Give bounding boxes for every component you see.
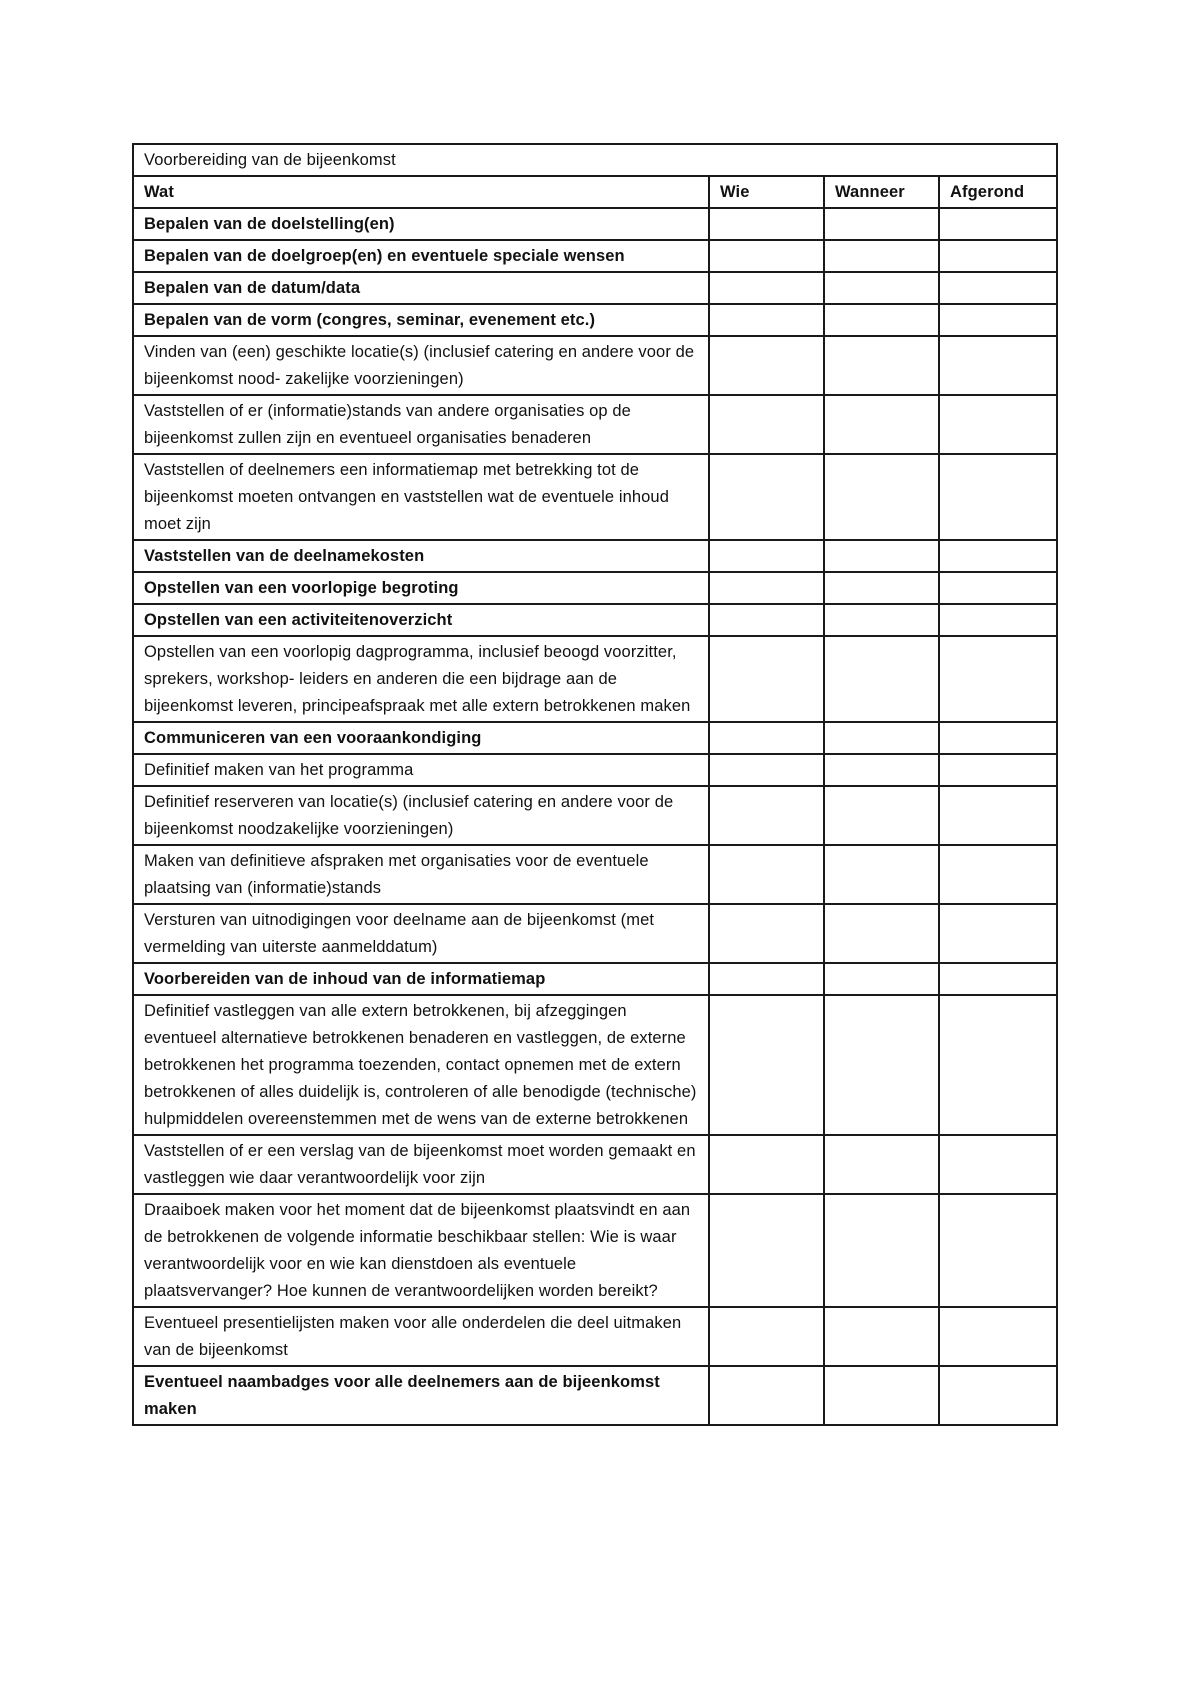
task-description: Versturen van uitnodigingen voor deelname aan de bijeenkomst (met vermelding van uiterste aanmelddatum) <box>133 904 709 963</box>
task-description: Opstellen van een activiteitenoverzicht <box>133 604 709 636</box>
task-description: Vaststellen of er (informatie)stands van andere organisaties op de bijeenkomst zullen zijn en eventueel organisaties benaderen <box>133 395 709 454</box>
task-wie-cell <box>709 995 824 1135</box>
task-description: Opstellen van een voorlopige begroting <box>133 572 709 604</box>
task-wie-cell <box>709 1194 824 1307</box>
task-wanneer-cell <box>824 1366 939 1425</box>
table-row <box>133 272 1057 304</box>
table-row <box>133 1194 1057 1307</box>
task-wie-cell <box>709 604 824 636</box>
task-afgerond-cell <box>939 304 1057 336</box>
task-afgerond-cell <box>939 963 1057 995</box>
task-wie-cell <box>709 572 824 604</box>
task-wanneer-cell <box>824 454 939 540</box>
task-wie-cell <box>709 722 824 754</box>
table-row <box>133 754 1057 786</box>
task-wanneer-cell <box>824 786 939 845</box>
checklist-body <box>133 144 1057 1425</box>
task-wanneer-cell <box>824 754 939 786</box>
task-wanneer-cell <box>824 636 939 722</box>
task-wanneer-cell <box>824 240 939 272</box>
table-row <box>133 904 1057 963</box>
task-wie-cell <box>709 845 824 904</box>
table-row <box>133 1307 1057 1366</box>
preparation-checklist-table <box>132 143 1058 1426</box>
table-row <box>133 304 1057 336</box>
task-wie-cell <box>709 454 824 540</box>
task-wanneer-cell <box>824 845 939 904</box>
table-row <box>133 845 1057 904</box>
table-row <box>133 1135 1057 1194</box>
task-wanneer-cell <box>824 995 939 1135</box>
task-description: Vinden van (een) geschikte locatie(s) (inclusief catering en andere voor de bijeenkomst nood- zakelijke voorzieningen) <box>133 336 709 395</box>
task-description: Bepalen van de doelstelling(en) <box>133 208 709 240</box>
task-afgerond-cell <box>939 786 1057 845</box>
task-wie-cell <box>709 1366 824 1425</box>
task-afgerond-cell <box>939 336 1057 395</box>
task-wie-cell <box>709 240 824 272</box>
task-description: Draaiboek maken voor het moment dat de bijeenkomst plaatsvindt en aan de betrokkenen de volgende informatie beschikbaar stellen: Wie is waar verantwoordelijk voor en wie kan dienstdoen als eventuele plaatsvervanger? Hoe kunnen de verantwoordelijken worden bereikt? <box>133 1194 709 1307</box>
task-wanneer-cell <box>824 304 939 336</box>
task-afgerond-cell <box>939 1307 1057 1366</box>
task-wie-cell <box>709 208 824 240</box>
task-description: Maken van definitieve afspraken met organisaties voor de eventuele plaatsing van (informatie)stands <box>133 845 709 904</box>
task-afgerond-cell <box>939 845 1057 904</box>
task-afgerond-cell <box>939 454 1057 540</box>
task-wie-cell <box>709 786 824 845</box>
task-description: Bepalen van de doelgroep(en) en eventuele speciale wensen <box>133 240 709 272</box>
task-wanneer-cell <box>824 722 939 754</box>
task-afgerond-cell <box>939 540 1057 572</box>
section-title: Voorbereiding van de bijeenkomst <box>133 144 1057 176</box>
task-wanneer-cell <box>824 336 939 395</box>
table-row <box>133 786 1057 845</box>
table-row <box>133 540 1057 572</box>
task-afgerond-cell <box>939 754 1057 786</box>
table-row <box>133 604 1057 636</box>
task-wanneer-cell <box>824 963 939 995</box>
column-header-afgerond: Afgerond <box>939 176 1057 208</box>
table-row <box>133 995 1057 1135</box>
column-header-wanneer: Wanneer <box>824 176 939 208</box>
task-wanneer-cell <box>824 572 939 604</box>
table-row <box>133 572 1057 604</box>
table-row <box>133 240 1057 272</box>
task-wie-cell <box>709 1135 824 1194</box>
task-wanneer-cell <box>824 604 939 636</box>
task-description: Bepalen van de vorm (congres, seminar, evenement etc.) <box>133 304 709 336</box>
task-afgerond-cell <box>939 272 1057 304</box>
task-wanneer-cell <box>824 395 939 454</box>
task-afgerond-cell <box>939 240 1057 272</box>
task-wanneer-cell <box>824 272 939 304</box>
task-afgerond-cell <box>939 1366 1057 1425</box>
task-wie-cell <box>709 336 824 395</box>
task-description: Opstellen van een voorlopig dagprogramma, inclusief beoogd voorzitter, sprekers, workshop- leiders en anderen die een bijdrage aan de bijeenkomst leveren, principeafspraak met alle extern betrokkenen maken <box>133 636 709 722</box>
task-description: Definitief vastleggen van alle extern betrokkenen, bij afzeggingen eventueel alternatieve betrokkenen benaderen en vastleggen, de externe betrokkenen het programma toezenden, contact opnemen met de extern betrokkenen of alles duidelijk is, controleren of alle benodigde (technische) hulpmiddelen overeenstemmen met de wens van de externe betrokkenen <box>133 995 709 1135</box>
task-description: Voorbereiden van de inhoud van de informatiemap <box>133 963 709 995</box>
task-afgerond-cell <box>939 722 1057 754</box>
task-description: Vaststellen of er een verslag van de bijeenkomst moet worden gemaakt en vastleggen wie daar verantwoordelijk voor zijn <box>133 1135 709 1194</box>
column-header-wat: Wat <box>133 176 709 208</box>
task-wanneer-cell <box>824 1194 939 1307</box>
task-wanneer-cell <box>824 904 939 963</box>
task-wanneer-cell <box>824 1135 939 1194</box>
table-row <box>133 454 1057 540</box>
task-description: Eventueel naambadges voor alle deelnemers aan de bijeenkomst maken <box>133 1366 709 1425</box>
task-description: Eventueel presentielijsten maken voor alle onderdelen die deel uitmaken van de bijeenkomst <box>133 1307 709 1366</box>
task-description: Definitief reserveren van locatie(s) (inclusief catering en andere voor de bijeenkomst noodzakelijke voorzieningen) <box>133 786 709 845</box>
table-row <box>133 395 1057 454</box>
task-wie-cell <box>709 904 824 963</box>
table-row <box>133 1366 1057 1425</box>
task-wanneer-cell <box>824 1307 939 1366</box>
task-description: Vaststellen of deelnemers een informatiemap met betrekking tot de bijeenkomst moeten ontvangen en vaststellen wat de eventuele inhoud moet zijn <box>133 454 709 540</box>
task-wanneer-cell <box>824 540 939 572</box>
task-afgerond-cell <box>939 395 1057 454</box>
task-afgerond-cell <box>939 604 1057 636</box>
table-row <box>133 636 1057 722</box>
column-header-row <box>133 176 1057 208</box>
section-title-row <box>133 144 1057 176</box>
task-wie-cell <box>709 754 824 786</box>
task-wie-cell <box>709 540 824 572</box>
task-wie-cell <box>709 304 824 336</box>
column-header-wie: Wie <box>709 176 824 208</box>
task-wie-cell <box>709 636 824 722</box>
task-afgerond-cell <box>939 572 1057 604</box>
table-row <box>133 336 1057 395</box>
task-afgerond-cell <box>939 904 1057 963</box>
table-row <box>133 722 1057 754</box>
task-description: Definitief maken van het programma <box>133 754 709 786</box>
task-wanneer-cell <box>824 208 939 240</box>
table-row <box>133 963 1057 995</box>
task-afgerond-cell <box>939 636 1057 722</box>
task-description: Vaststellen van de deelnamekosten <box>133 540 709 572</box>
task-wie-cell <box>709 395 824 454</box>
task-wie-cell <box>709 272 824 304</box>
task-afgerond-cell <box>939 1194 1057 1307</box>
task-afgerond-cell <box>939 1135 1057 1194</box>
task-afgerond-cell <box>939 995 1057 1135</box>
table-row <box>133 208 1057 240</box>
task-description: Communiceren van een vooraankondiging <box>133 722 709 754</box>
task-wie-cell <box>709 1307 824 1366</box>
task-wie-cell <box>709 963 824 995</box>
task-afgerond-cell <box>939 208 1057 240</box>
task-description: Bepalen van de datum/data <box>133 272 709 304</box>
